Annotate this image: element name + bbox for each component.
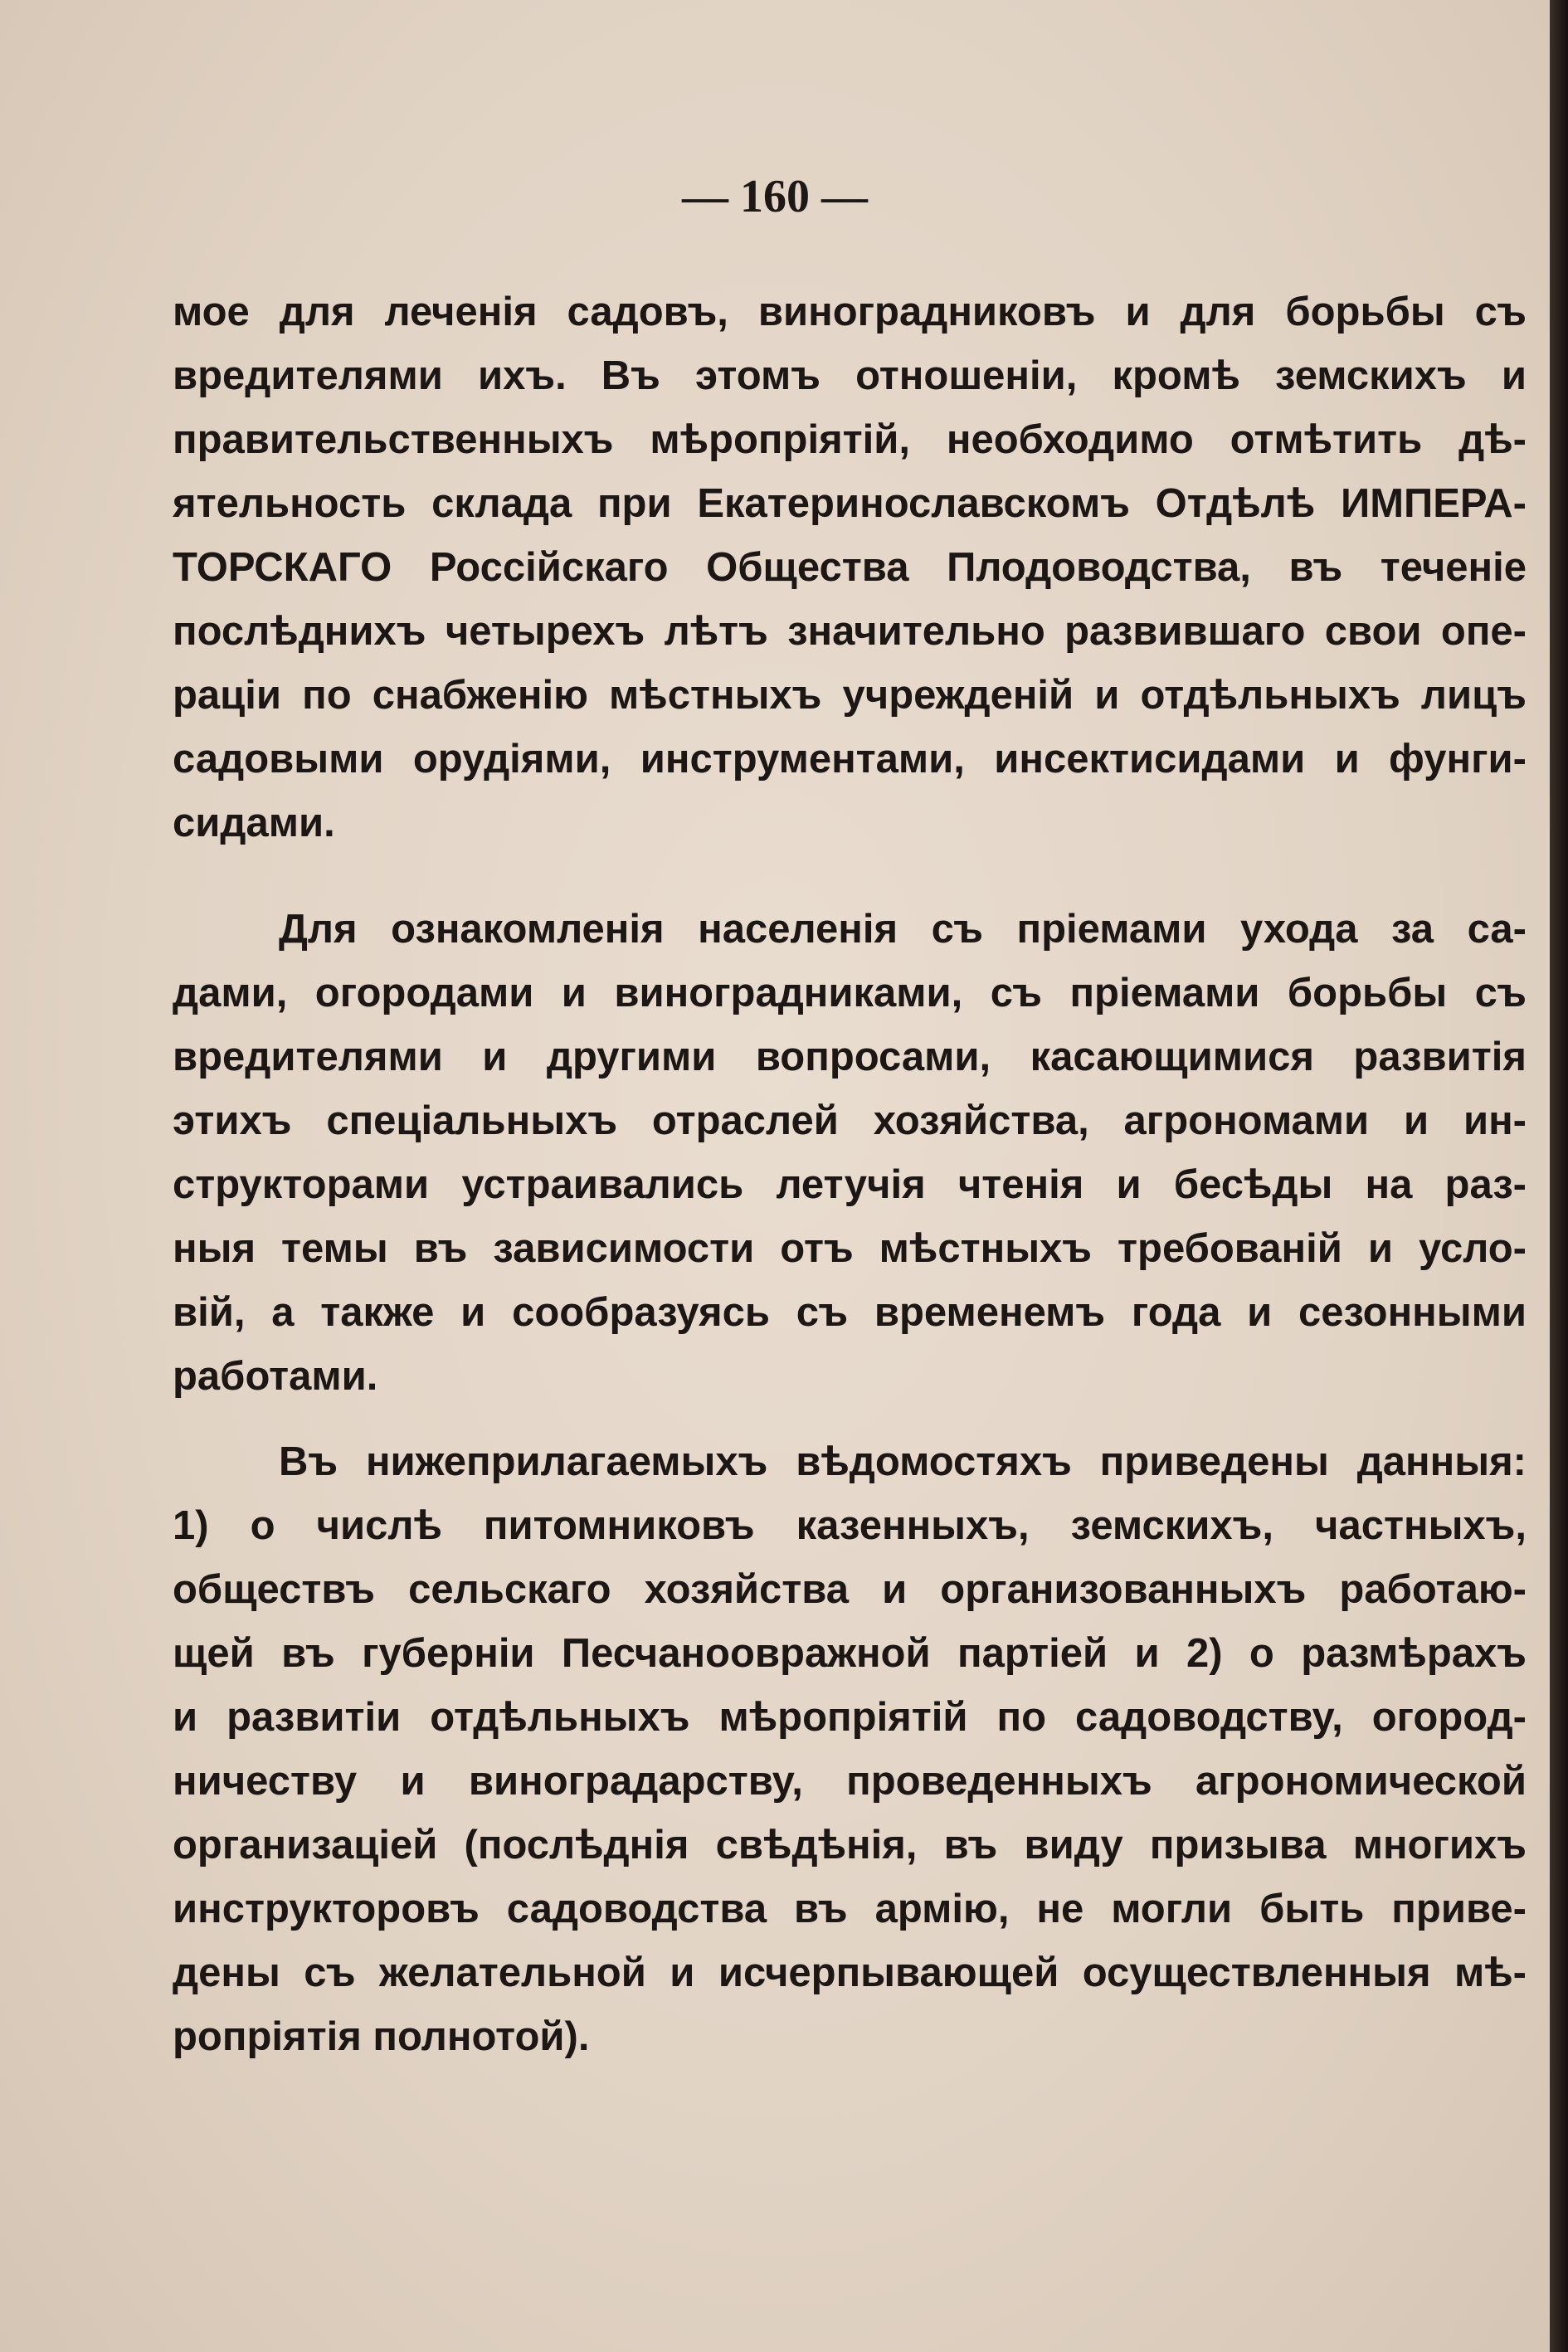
text-line: Въ нижеприлагаемыхъ вѣдомостяхъ приведены данныя: [279, 1439, 1527, 1484]
text-line: структорами устраивались летучія чтенія и бесѣды на раз- [173, 1162, 1527, 1207]
paragraph-1 [173, 280, 1527, 855]
text-line: этихъ спеціальныхъ отраслей хозяйства, агрономами и ин- [173, 1098, 1527, 1143]
text-line: послѣднихъ четырехъ лѣтъ значительно развившаго свои опе- [173, 609, 1527, 654]
page-number: — 160 — [682, 171, 868, 222]
text-line: ТОРСКАГО Россійскаго Общества Плодоводства, въ теченіе [173, 545, 1527, 590]
text-line: ятельность склада при Екатеринославскомъ Отдѣлѣ ИМПЕРА- [173, 481, 1527, 526]
text-line: ныя темы въ зависимости отъ мѣстныхъ требованій и усло- [173, 1226, 1527, 1271]
book-binding-edge [1550, 0, 1568, 2352]
text-line: мое для леченія садовъ, виноградниковъ и для борьбы съ [173, 290, 1527, 334]
text-line: Для ознакомленія населенія съ пріемами ухода за са- [279, 907, 1527, 952]
text-line: ничеству и виноградарству, проведенныхъ агрономической [173, 1759, 1527, 1804]
text-line: вій, а также и сообразуясь съ временемъ года и сезонными [173, 1290, 1527, 1335]
text-line: дами, огородами и виноградниками, съ пріемами борьбы съ [173, 971, 1527, 1015]
text-line: ропріятія полнотой). [173, 2014, 590, 2059]
text-line: раціи по снабженію мѣстныхъ учрежденій и отдѣльныхъ лицъ [173, 673, 1527, 718]
text-line: сидами. [173, 801, 335, 845]
paragraph-2 [173, 898, 1527, 1409]
text-line: вредителями ихъ. Въ этомъ отношеніи, кромѣ земскихъ и [173, 353, 1527, 398]
text-line: 1) о числѣ питомниковъ казенныхъ, земскихъ, частныхъ, [173, 1503, 1527, 1548]
text-line: вредителями и другими вопросами, касающимися развитія [173, 1035, 1527, 1079]
paragraph-3 [173, 1430, 1527, 2069]
text-line: дены съ желательной и исчерпывающей осуществленныя мѣ- [173, 1950, 1527, 1995]
text-line: садовыми орудіями, инструментами, инсектисидами и фунги- [173, 737, 1527, 782]
text-line: и развитіи отдѣльныхъ мѣропріятій по садоводству, огород- [173, 1695, 1527, 1740]
text-line: правительственныхъ мѣропріятій, необходимо отмѣтить дѣ- [173, 417, 1527, 462]
text-line: инструкторовъ садоводства въ армію, не могли быть приве- [173, 1887, 1527, 1931]
text-line: щей въ губерніи Песчаноовражной партіей и 2) о размѣрахъ [173, 1631, 1527, 1676]
text-line: организаціей (послѣднія свѣдѣнія, въ виду призыва многихъ [173, 1823, 1527, 1867]
text-line: обществъ сельскаго хозяйства и организованныхъ работаю- [173, 1567, 1527, 1612]
text-line: работами. [173, 1354, 378, 1399]
